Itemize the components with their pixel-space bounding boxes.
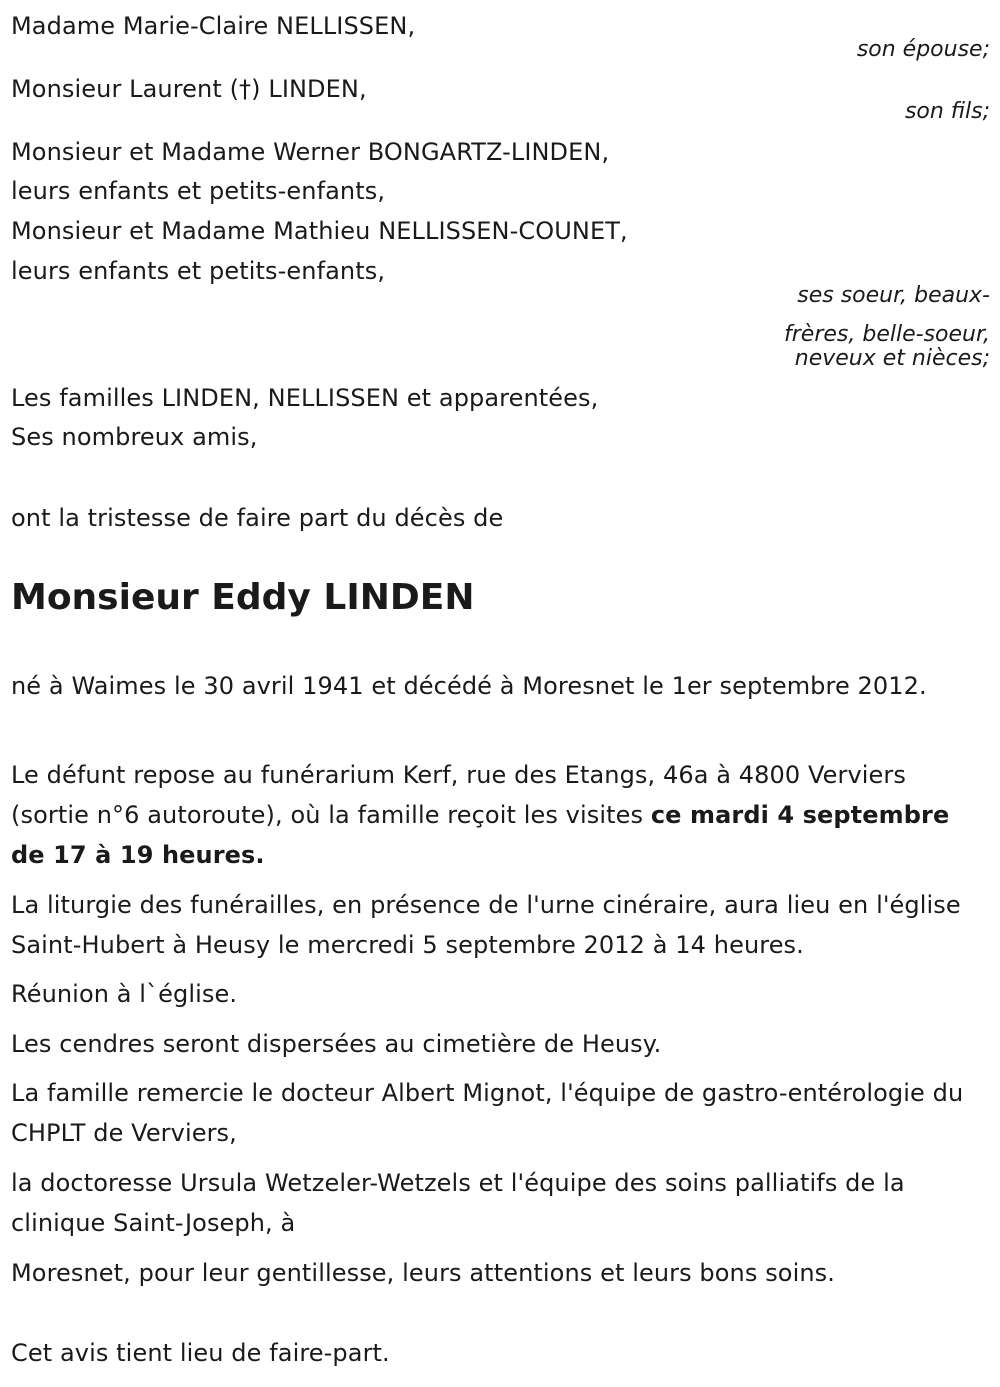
sibling2-line: Monsieur et Madame Mathieu NELLISSEN-COUNET, xyxy=(11,217,628,245)
rest-paragraph xyxy=(11,755,986,875)
meeting-paragraph: Réunion à l`église. xyxy=(11,980,238,1008)
birth-death-paragraph: né à Waimes le 30 avril 1941 et décédé à Moresnet le 1er septembre 2012. xyxy=(11,672,927,700)
son-line: Monsieur Laurent (†) LINDEN, xyxy=(11,75,367,103)
visit-time: ce mardi 4 septembre de 17 à 19 heures. xyxy=(11,801,950,869)
son-role: son fils; xyxy=(904,99,990,124)
liturgy-paragraph: La liturgie des funérailles, en présence de l'urne cinéraire, aura lieu en l'église Saint-Hubert à Heusy le mercredi 5 septembre 2012 à 14 heures. xyxy=(11,891,961,959)
sibling1-children-line: leurs enfants et petits-enfants, xyxy=(11,177,386,205)
thanks-paragraph-3: Moresnet, pour leur gentillesse, leurs attentions et leurs bons soins. xyxy=(11,1259,835,1287)
closing-line: Cet avis tient lieu de faire-part. xyxy=(11,1339,390,1367)
sibling2-children-line: leurs enfants et petits-enfants, xyxy=(11,257,386,285)
wife-line: Madame Marie-Claire NELLISSEN, xyxy=(11,12,416,40)
siblings-role-1: ses soeur, beaux- xyxy=(797,283,990,308)
announcement-line: ont la tristesse de faire part du décès de xyxy=(11,504,504,532)
thanks-paragraph-2: la doctoresse Ursula Wetzeler-Wetzels et l'équipe des soins palliatifs de la clinique Saint-Joseph, à xyxy=(11,1169,905,1237)
thanks-paragraph-1: La famille remercie le docteur Albert Mignot, l'équipe de gastro-entérologie du CHPLT de Verviers, xyxy=(11,1079,964,1147)
sibling1-line: Monsieur et Madame Werner BONGARTZ-LINDEN, xyxy=(11,138,610,166)
siblings-role-2: frères, belle-soeur, xyxy=(784,322,990,347)
siblings-role-3: neveux et nièces; xyxy=(794,346,990,371)
deceased-name: Monsieur Eddy LINDEN xyxy=(11,577,475,618)
friends-line: Ses nombreux amis, xyxy=(11,423,258,451)
families-line: Les familles LINDEN, NELLISSEN et apparentées, xyxy=(11,384,599,412)
ashes-paragraph: Les cendres seront dispersées au cimetière de Heusy. xyxy=(11,1030,662,1058)
rest-text: Le défunt repose au funérarium Kerf, rue des Etangs, 46a à 4800 Verviers (sortie n°6 autoroute), où la famille reçoit les visites xyxy=(11,761,906,829)
wife-role: son épouse; xyxy=(856,37,990,62)
